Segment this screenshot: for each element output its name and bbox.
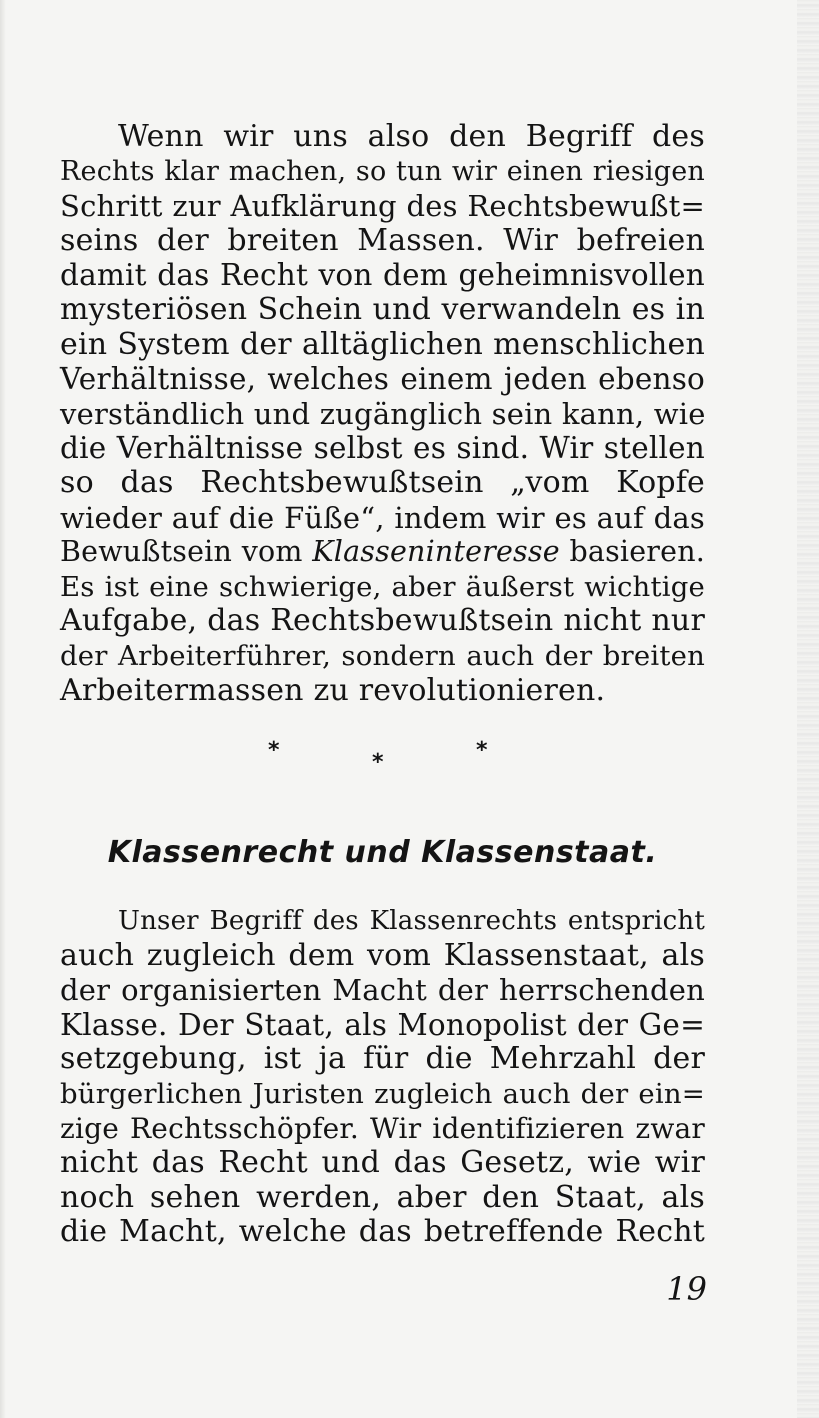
section-heading: Klassenrecht und Klassenstaat.: [107, 835, 658, 870]
text-line-with-emphasis: [60, 535, 705, 570]
text-line: ein System der alltäglichen menschlichen: [60, 326, 705, 362]
text-line: die Macht, welche das betreffende Recht: [60, 1214, 705, 1250]
page-number: 19: [666, 1270, 707, 1308]
paragraph-class-law-concept: [60, 120, 705, 708]
text-line: Es ist eine schwierige, aber äußerst wichtige: [60, 570, 705, 603]
text-line: zige Rechtsschöpfer. Wir identifizieren zwar: [60, 1111, 705, 1145]
text-line: noch sehen werden, aber den Staat, als: [60, 1179, 705, 1215]
text-segment: Bewußtsein vom: [60, 535, 303, 569]
text-line: Schritt zur Aufklärung des Rechtsbewußt=: [60, 189, 705, 224]
text-line: die Verhältnisse selbst es sind. Wir stellen: [60, 431, 705, 466]
text-line: Arbeitermassen zu revolutionieren.: [60, 672, 606, 708]
text-line: bürgerlichen Juristen zugleich auch der ein=: [60, 1077, 705, 1110]
text-line: so das Rechtsbewußtsein „vom Kopfe: [60, 464, 705, 500]
text-line: Verhältnisse, welches einem jeden ebenso: [60, 362, 705, 397]
text-line: mysteriösen Schein und verwandeln es in: [60, 291, 705, 327]
text-line: Klasse. Der Staat, als Monopolist der Ge=: [60, 1007, 705, 1042]
text-line: wieder auf die Füße“, indem wir es auf das: [60, 500, 705, 535]
text-line: setzgebung, ist ja für die Mehrzahl der: [60, 1041, 705, 1077]
text-line: nicht das Recht und das Gesetz, wie wir: [60, 1145, 705, 1181]
separator-star: *: [268, 738, 280, 763]
emphasized-term: Klasseninteresse: [312, 535, 560, 569]
separator-star: *: [476, 738, 488, 763]
page-left-edge: [0, 0, 6, 1418]
separator-star: *: [372, 750, 384, 775]
text-line: Unser Begriff des Klassenrechts entspricht: [118, 906, 705, 936]
text-segment: basieren.: [569, 535, 706, 569]
text-line: der organisierten Macht der herrschenden: [60, 973, 705, 1008]
text-line: damit das Recht von dem geheimnisvollen: [60, 258, 705, 293]
text-line: der Arbeiterführer, sondern auch der breiten: [60, 639, 705, 672]
text-line: verständlich und zugänglich sein kann, wie: [60, 396, 706, 431]
text-line: Rechts klar machen, so tun wir einen riesigen: [60, 155, 705, 187]
section-separator: [0, 736, 819, 776]
text-line: Wenn wir uns also den Begriff des: [118, 119, 705, 154]
text-line: auch zugleich dem vom Klassenstaat, als: [60, 937, 705, 973]
page-right-edge: [797, 0, 819, 1418]
text-line: seins der breiten Massen. Wir befreien: [60, 222, 705, 258]
text-line: Aufgabe, das Rechtsbewußtsein nicht nur: [60, 603, 705, 639]
paragraph-class-state: [60, 904, 705, 1250]
